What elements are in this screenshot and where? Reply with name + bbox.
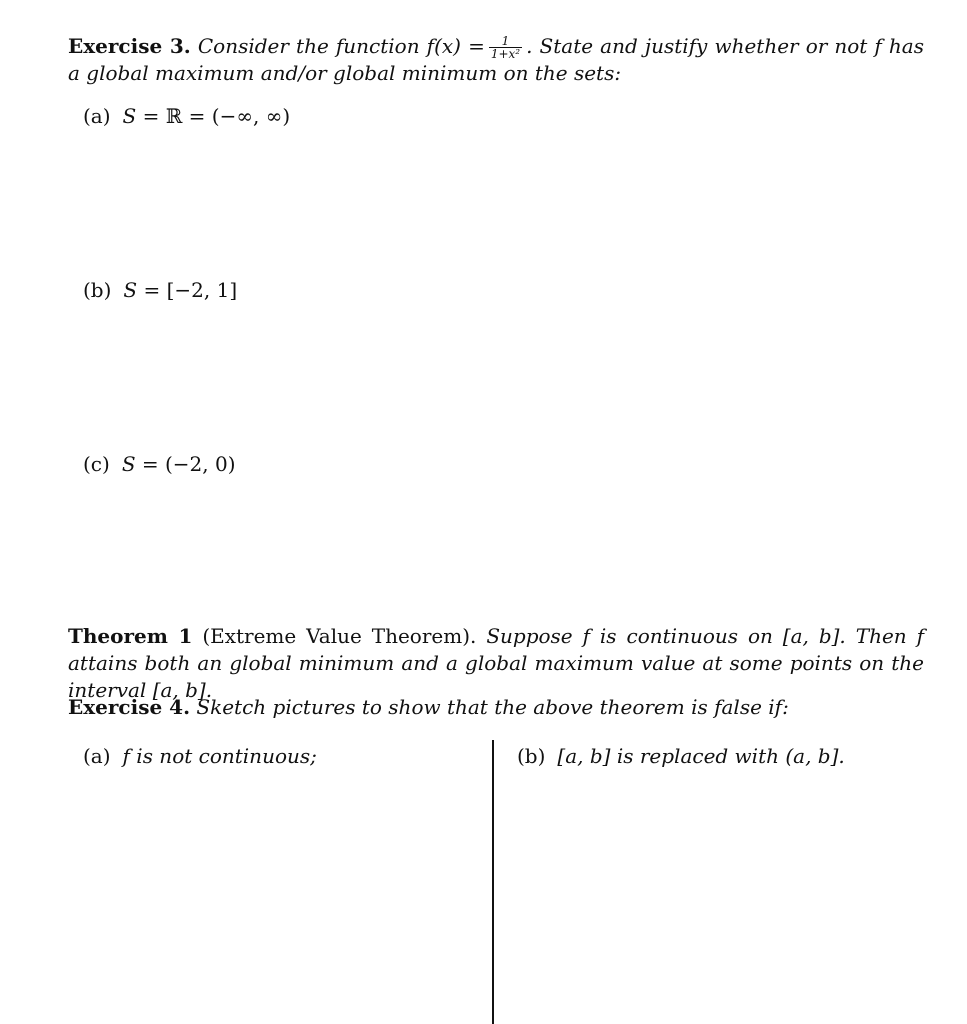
sketch-area-divider	[492, 740, 494, 1024]
exercise-3-intro-pre: Consider the function f(x) =	[197, 34, 485, 58]
theorem-heading: Theorem 1	[68, 624, 193, 648]
part-label: (b)	[83, 278, 112, 302]
part-text: f is not continuous;	[122, 744, 317, 768]
part-variable: S	[121, 452, 136, 476]
part-variable: S	[123, 278, 138, 302]
exercise-3-intro-post: . State and justify whether or not f has a global maximum and/or global minimum on the sets:	[68, 34, 924, 85]
exercise-4-intro-text: Sketch pictures to show that the above theorem is false if:	[196, 695, 789, 719]
exercise-4-heading: Exercise 4.	[68, 695, 191, 719]
part-text: [a, b] is replaced with (a, b].	[557, 744, 845, 768]
part-expression: = (−2, 0)	[135, 452, 236, 476]
exercise-4-part-b	[517, 743, 845, 770]
part-label: (a)	[83, 744, 111, 768]
theorem-name: (Extreme Value Theorem).	[202, 624, 477, 648]
fraction-numerator: 1	[489, 35, 522, 48]
exercise-3-intro	[68, 33, 924, 87]
exercise-4-part-a	[83, 743, 317, 770]
theorem-body: Suppose f is continuous on [a, b]. Then f attains both an global minimum and a global maximum value at some points on the interval [a, b].	[68, 624, 924, 702]
part-variable: S	[122, 104, 137, 128]
part-expression: = [−2, 1]	[137, 278, 238, 302]
function-fraction	[489, 35, 522, 60]
part-label: (a)	[83, 104, 111, 128]
part-label: (b)	[517, 744, 546, 768]
part-label: (c)	[83, 452, 110, 476]
exercise-3-heading: Exercise 3.	[68, 34, 191, 58]
exercise-4-intro	[68, 694, 924, 721]
exercise-3-part-b	[83, 277, 237, 304]
fraction-denominator: 1+x²	[490, 47, 521, 61]
part-expression: = ℝ = (−∞, ∞)	[136, 104, 291, 128]
exercise-3-part-c	[83, 451, 236, 478]
theorem-1	[68, 623, 924, 704]
exercise-3-part-a	[83, 103, 290, 130]
